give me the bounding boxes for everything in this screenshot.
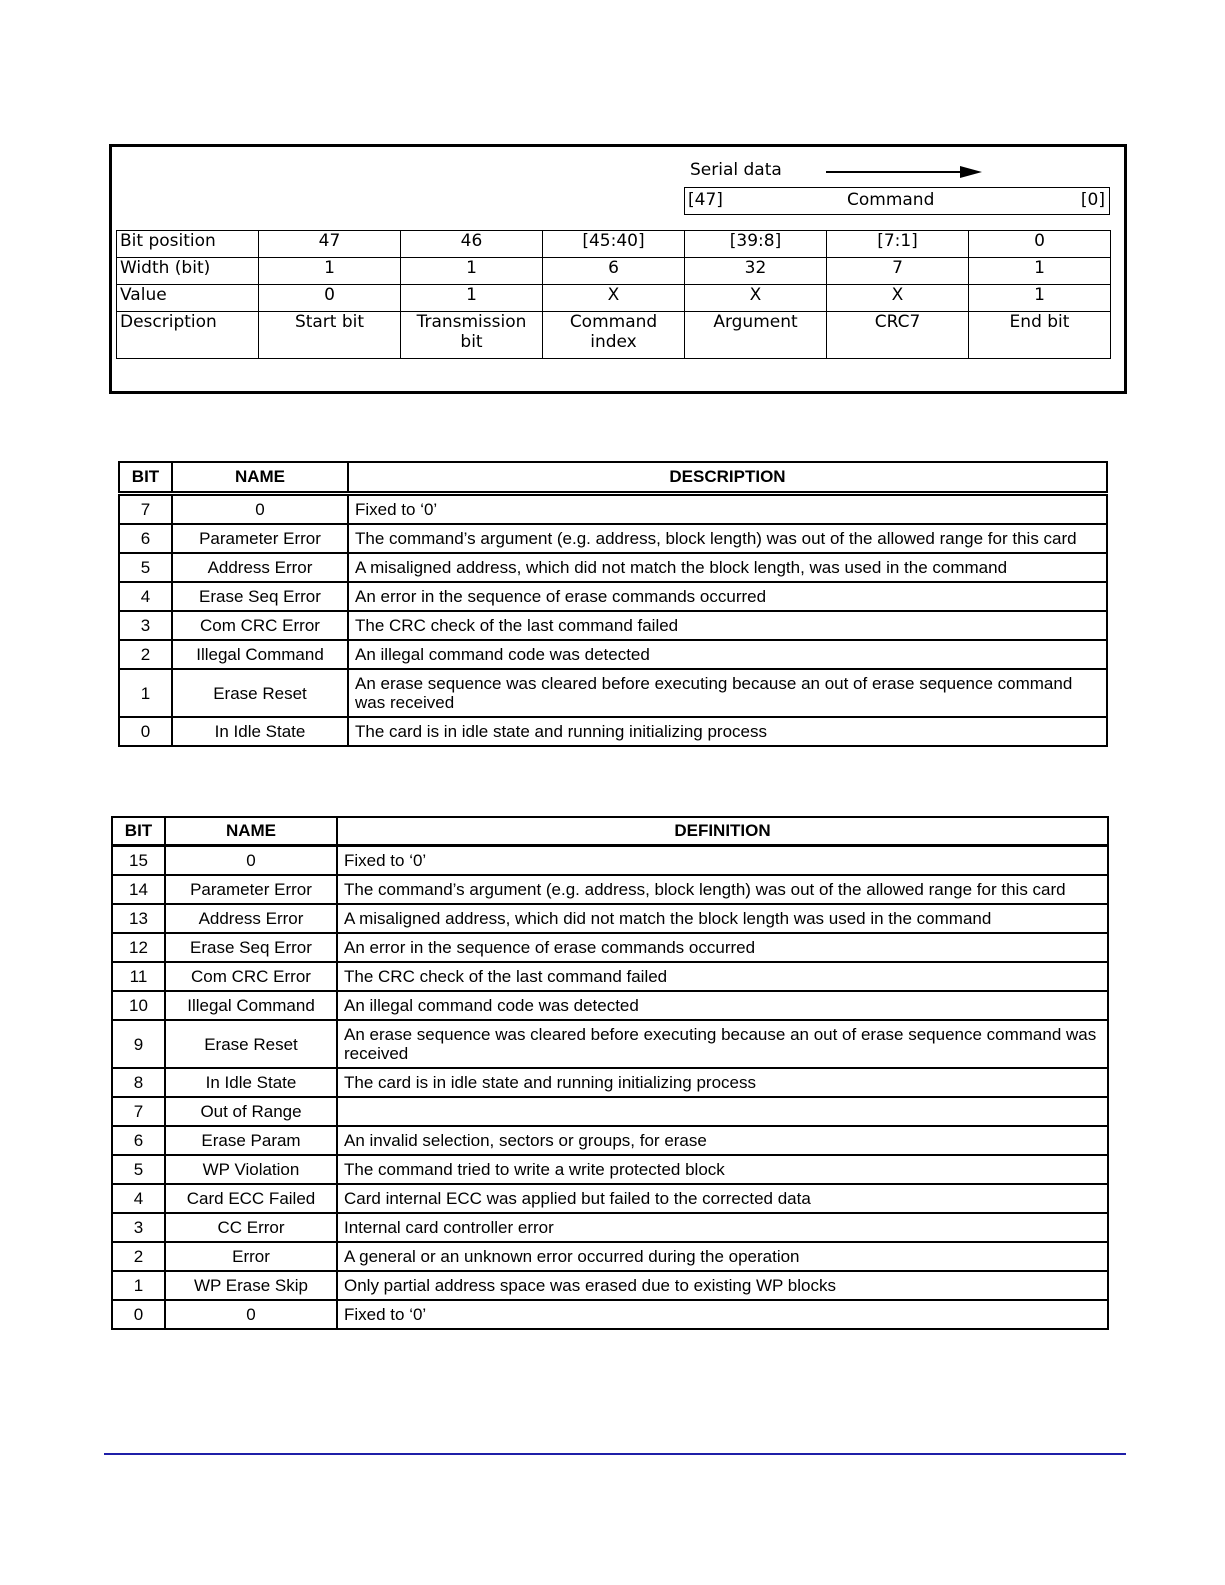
frame-row-label: Width (bit): [117, 258, 259, 285]
table-row: [112, 875, 1108, 904]
name-cell: Parameter Error: [165, 875, 337, 904]
table-row: [119, 553, 1107, 582]
command-msb: [47]: [688, 190, 723, 210]
frame-cell: 1: [401, 258, 543, 285]
bit-cell: 2: [119, 640, 172, 669]
bit-cell: 6: [119, 524, 172, 553]
bit-cell: 7: [112, 1097, 165, 1126]
frame-cell: 1: [969, 285, 1111, 312]
header-name: NAME: [165, 817, 337, 846]
name-cell: WP Violation: [165, 1155, 337, 1184]
name-cell: WP Erase Skip: [165, 1271, 337, 1300]
frame-cell: X: [685, 285, 827, 312]
table-row: [112, 1126, 1108, 1155]
bit-cell: 6: [112, 1126, 165, 1155]
table-row: [112, 1020, 1108, 1068]
name-cell: Com CRC Error: [165, 962, 337, 991]
bit-cell: 4: [112, 1184, 165, 1213]
frame-cell: 7: [827, 258, 969, 285]
description-cell: Internal card controller error: [337, 1213, 1108, 1242]
frame-cell: X: [543, 285, 685, 312]
description-cell: An illegal command code was detected: [348, 640, 1107, 669]
frame-cell: [45:40]: [543, 231, 685, 258]
name-cell: Erase Reset: [165, 1020, 337, 1068]
table-row: [112, 1300, 1108, 1329]
description-cell: Fixed to ‘0’: [337, 846, 1108, 876]
description-cell: [337, 1097, 1108, 1126]
description-cell: The card is in idle state and running initializing process: [337, 1068, 1108, 1097]
header-name: NAME: [172, 462, 348, 494]
name-cell: Card ECC Failed: [165, 1184, 337, 1213]
description-cell: A misaligned address, which did not match the block length was used in the command: [337, 904, 1108, 933]
table-row: [119, 582, 1107, 611]
command-frame-table: [116, 230, 1111, 359]
description-cell: Only partial address space was erased due to existing WP blocks: [337, 1271, 1108, 1300]
table-row: [119, 640, 1107, 669]
name-cell: In Idle State: [172, 717, 348, 746]
header-definition: DEFINITION: [337, 817, 1108, 846]
frame-row: [117, 285, 1111, 312]
table-row: [119, 524, 1107, 553]
description-cell: An error in the sequence of erase commands occurred: [348, 582, 1107, 611]
table-row: [112, 1097, 1108, 1126]
frame-cell: X: [827, 285, 969, 312]
bit-cell: 3: [119, 611, 172, 640]
table-row: [112, 962, 1108, 991]
bit-cell: 13: [112, 904, 165, 933]
command-bit-range: [684, 187, 1110, 215]
description-cell: An invalid selection, sectors or groups, for erase: [337, 1126, 1108, 1155]
serial-data-label: Serial data: [690, 160, 782, 180]
frame-cell: [7:1]: [827, 231, 969, 258]
description-cell: The command tried to write a write protected block: [337, 1155, 1108, 1184]
frame-cell: 46: [401, 231, 543, 258]
frame-row: [117, 231, 1111, 258]
header-bit: BIT: [119, 462, 172, 494]
frame-cell: 47: [259, 231, 401, 258]
bit-cell: 14: [112, 875, 165, 904]
r2-response-table: [111, 816, 1109, 1330]
table-row: [112, 1213, 1108, 1242]
frame-cell: 6: [543, 258, 685, 285]
command-lsb: [0]: [1080, 190, 1105, 210]
bit-cell: 1: [119, 669, 172, 717]
table-row: [112, 1068, 1108, 1097]
frame-cell: Argument: [685, 312, 827, 359]
frame-cell: [39:8]: [685, 231, 827, 258]
bit-cell: 0: [112, 1300, 165, 1329]
header-bit: BIT: [112, 817, 165, 846]
frame-cell: 1: [401, 285, 543, 312]
bit-cell: 1: [112, 1271, 165, 1300]
frame-cell: 1: [969, 258, 1111, 285]
description-cell: A general or an unknown error occurred during the operation: [337, 1242, 1108, 1271]
name-cell: Address Error: [165, 904, 337, 933]
table-row: [112, 904, 1108, 933]
table-header-row: [112, 817, 1108, 846]
frame-cell: Transmission bit: [401, 312, 543, 359]
frame-cell: 0: [259, 285, 401, 312]
description-cell: Fixed to ‘0’: [348, 494, 1107, 525]
name-cell: 0: [165, 846, 337, 876]
command-label: Command: [847, 190, 935, 210]
frame-row-label: Bit position: [117, 231, 259, 258]
name-cell: Illegal Command: [165, 991, 337, 1020]
description-cell: The command’s argument (e.g. address, block length) was out of the allowed range for this card: [348, 524, 1107, 553]
name-cell: Erase Reset: [172, 669, 348, 717]
name-cell: Com CRC Error: [172, 611, 348, 640]
description-cell: A misaligned address, which did not match the block length, was used in the command: [348, 553, 1107, 582]
frame-cell: 0: [969, 231, 1111, 258]
frame-cell: Command index: [543, 312, 685, 359]
table-header-row: [119, 462, 1107, 494]
name-cell: 0: [172, 494, 348, 525]
description-cell: Card internal ECC was applied but failed to the corrected data: [337, 1184, 1108, 1213]
name-cell: Out of Range: [165, 1097, 337, 1126]
table-row: [112, 1242, 1108, 1271]
name-cell: In Idle State: [165, 1068, 337, 1097]
table-row: [112, 991, 1108, 1020]
name-cell: Erase Param: [165, 1126, 337, 1155]
frame-cell: CRC7: [827, 312, 969, 359]
table-row: [119, 669, 1107, 717]
bit-cell: 15: [112, 846, 165, 876]
table-row: [112, 1155, 1108, 1184]
description-cell: The card is in idle state and running initializing process: [348, 717, 1107, 746]
name-cell: Illegal Command: [172, 640, 348, 669]
description-cell: An erase sequence was cleared before executing because an out of erase sequence command was received: [337, 1020, 1108, 1068]
description-cell: The command’s argument (e.g. address, block length) was out of the allowed range for this card: [337, 875, 1108, 904]
name-cell: Erase Seq Error: [165, 933, 337, 962]
header-description: DESCRIPTION: [348, 462, 1107, 494]
name-cell: CC Error: [165, 1213, 337, 1242]
serial-direction-arrow-icon: [826, 164, 986, 180]
frame-row: [117, 258, 1111, 285]
frame-row: [117, 312, 1111, 359]
frame-row-label: Value: [117, 285, 259, 312]
description-cell: The CRC check of the last command failed: [348, 611, 1107, 640]
frame-cell: Start bit: [259, 312, 401, 359]
bit-cell: 2: [112, 1242, 165, 1271]
bit-cell: 9: [112, 1020, 165, 1068]
description-cell: An illegal command code was detected: [337, 991, 1108, 1020]
table-row: [112, 846, 1108, 876]
bit-cell: 7: [119, 494, 172, 525]
description-cell: An erase sequence was cleared before executing because an out of erase sequence command was received: [348, 669, 1107, 717]
bit-cell: 11: [112, 962, 165, 991]
bit-cell: 0: [119, 717, 172, 746]
footer-rule: [104, 1453, 1126, 1455]
table-row: [119, 717, 1107, 746]
frame-cell: 1: [259, 258, 401, 285]
description-cell: An error in the sequence of erase commands occurred: [337, 933, 1108, 962]
table-row: [112, 1184, 1108, 1213]
bit-cell: 10: [112, 991, 165, 1020]
description-cell: Fixed to ‘0’: [337, 1300, 1108, 1329]
bit-cell: 4: [119, 582, 172, 611]
frame-cell: End bit: [969, 312, 1111, 359]
frame-cell: 32: [685, 258, 827, 285]
name-cell: Address Error: [172, 553, 348, 582]
name-cell: 0: [165, 1300, 337, 1329]
bit-cell: 5: [119, 553, 172, 582]
name-cell: Parameter Error: [172, 524, 348, 553]
table-row: [119, 494, 1107, 525]
bit-cell: 5: [112, 1155, 165, 1184]
table-row: [112, 1271, 1108, 1300]
description-cell: The CRC check of the last command failed: [337, 962, 1108, 991]
frame-row-label: Description: [117, 312, 259, 359]
bit-cell: 3: [112, 1213, 165, 1242]
bit-cell: 12: [112, 933, 165, 962]
table-row: [119, 611, 1107, 640]
name-cell: Error: [165, 1242, 337, 1271]
table-row: [112, 933, 1108, 962]
bit-cell: 8: [112, 1068, 165, 1097]
r1-response-table: [118, 461, 1108, 747]
name-cell: Erase Seq Error: [172, 582, 348, 611]
